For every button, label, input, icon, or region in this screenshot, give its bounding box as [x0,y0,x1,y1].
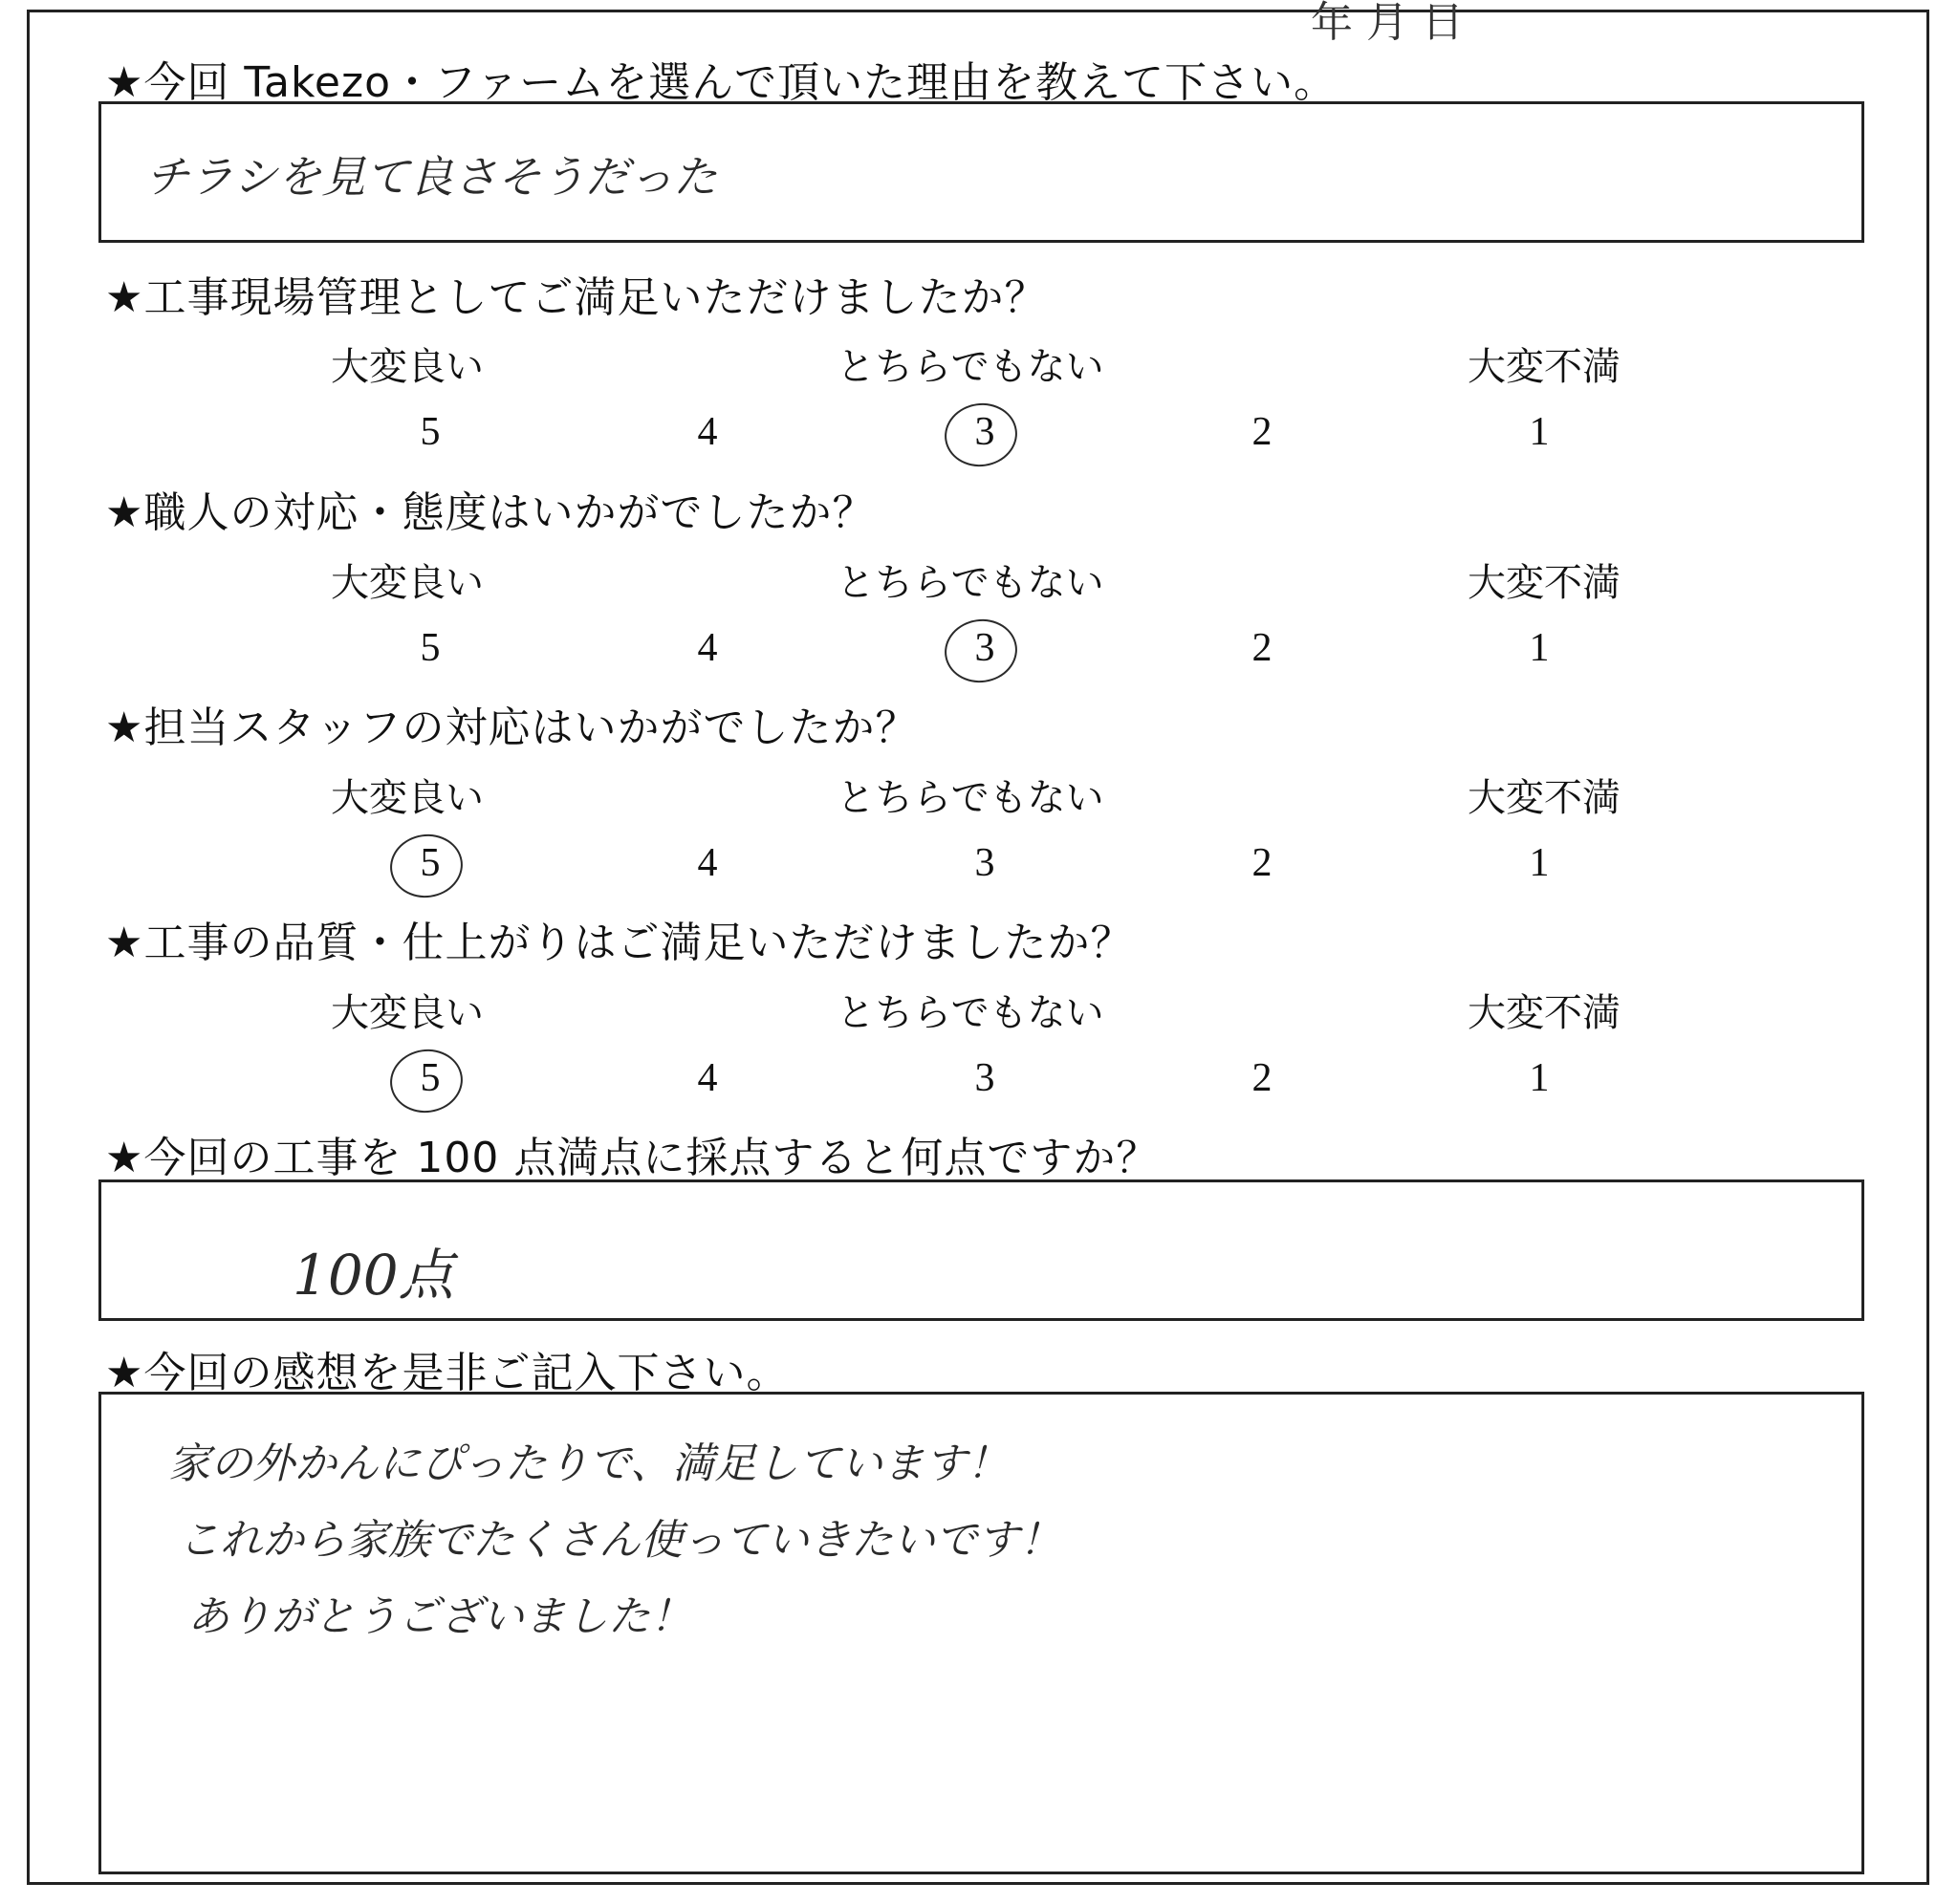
question-1-title: ★今回 Takezo・ファームを選んで頂いた理由を教えて下さい。 [105,58,1338,107]
question-5-title: ★工事の品質・仕上がりはご満足いただけましたか？ [105,919,1134,967]
question-2-title: ★工事現場管理としてご満足いただけましたか？ [105,273,1048,322]
rating-3[interactable]: 3 [956,625,1013,671]
answer-box-6 [98,1179,1864,1321]
rating-5[interactable]: 5 [420,626,441,670]
rating-2[interactable]: 2 [1251,1056,1273,1100]
rating-1[interactable]: 1 [1529,410,1550,454]
answer-1-text: チラシを見て良さそうだった [145,151,717,203]
scale-label-neutral: とちらでもない [837,991,1104,1035]
answer-box-1 [98,101,1864,243]
scale-label-worst: 大変不満 [1468,776,1621,820]
answer-box-7 [98,1392,1864,1874]
scale-label-best: 大変良い [331,345,484,389]
question-6-title: ★今回の工事を 100 点満点に採点すると何点ですか？ [105,1134,1160,1182]
scale-label-neutral: とちらでもない [837,561,1104,605]
answer-7-line-2: これから家族でたくさん使っていきたいです！ [178,1516,1061,1565]
scale-label-worst: 大変不満 [1468,345,1621,389]
scale-label-neutral: とちらでもない [837,776,1104,820]
rating-4[interactable]: 4 [697,410,718,454]
answer-6-text: 100点 [293,1243,454,1308]
rating-2[interactable]: 2 [1251,410,1273,454]
rating-3[interactable]: 3 [974,841,995,885]
answer-7-line-1: 家の外かんにぴったりで、満足しています！ [168,1439,1010,1488]
scale-label-best: 大変良い [331,776,484,820]
question-3-title: ★職人の対応・態度はいかがでしたか？ [105,488,876,537]
rating-4[interactable]: 4 [697,841,718,885]
scale-label-best: 大変良い [331,991,484,1035]
rating-5[interactable]: 5 [402,1055,459,1101]
rating-3[interactable]: 3 [956,409,1013,455]
rating-3[interactable]: 3 [974,1056,995,1100]
rating-4[interactable]: 4 [697,1056,718,1100]
scale-label-worst: 大変不満 [1468,561,1621,605]
rating-1[interactable]: 1 [1529,1056,1550,1100]
rating-2[interactable]: 2 [1251,626,1273,670]
rating-1[interactable]: 1 [1529,626,1550,670]
scale-label-worst: 大変不満 [1468,991,1621,1035]
question-7-title: ★今回の感想を是非ご記入下さい。 [105,1349,790,1397]
rating-5[interactable]: 5 [420,410,441,454]
date-fragment: 年 月 日 [1311,0,1464,47]
scale-label-neutral: とちらでもない [837,345,1104,389]
question-4-title: ★担当スタッフの対応はいかがでしたか？ [105,703,919,752]
rating-5[interactable]: 5 [402,840,459,886]
scale-label-best: 大変良い [331,561,484,605]
answer-7-line-3: ありがとうございました！ [187,1592,692,1641]
rating-4[interactable]: 4 [697,626,718,670]
rating-1[interactable]: 1 [1529,841,1550,885]
rating-2[interactable]: 2 [1251,841,1273,885]
